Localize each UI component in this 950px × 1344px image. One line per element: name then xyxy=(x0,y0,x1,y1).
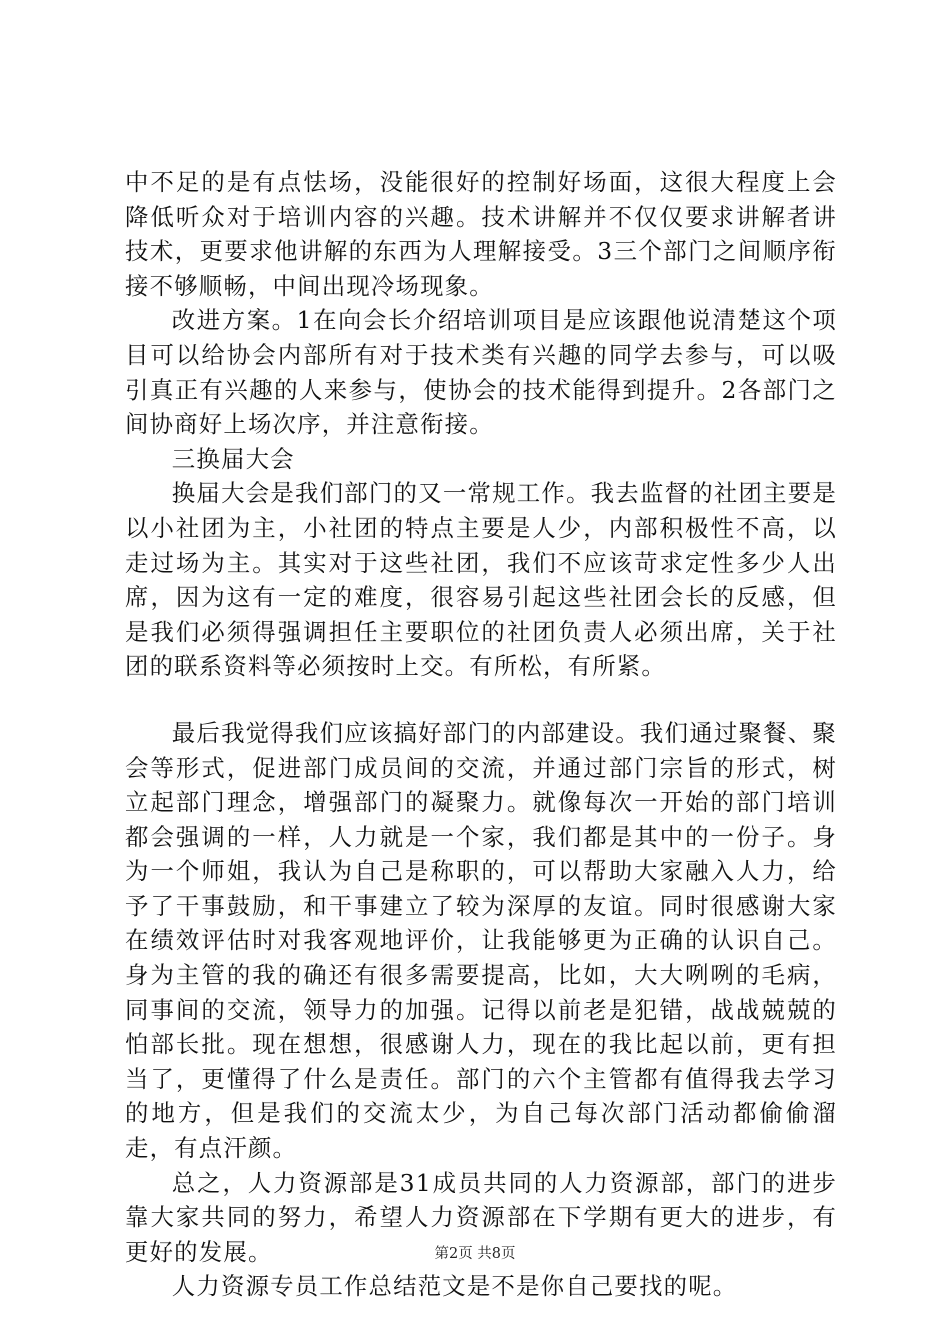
paragraph-conclusion: 总之，人力资源部是31成员共同的人力资源部，部门的进步靠大家共同的努力，希望人力资源部在下学期有更大的进步，有更好的发展。 xyxy=(125,1168,837,1266)
page-number-footer: 第2页 共8页 xyxy=(434,1246,516,1262)
paragraph-continuation: 中不足的是有点怯场，没能很好的控制好场面，这很大程度上会降低听众对于培训内容的兴趣。技术讲解并不仅仅要求讲解者讲技术，更要求他讲解的东西为人理解接受。3三个部门之间顺序衔接不够顺畅，中间出现冷场现象。 xyxy=(125,168,837,300)
section-heading: 三换届大会 xyxy=(171,444,295,473)
paragraph-improvement-plan: 改进方案。1在向会长介绍培训项目是应该跟他说清楚这个项目可以给协会内部所有对于技术类有兴趣的同学去参与，可以吸引真正有兴趣的人来参与，使协会的技术能得到提升。2各部门之间协商好上场次序，并注意衔接。 xyxy=(125,306,837,439)
paragraph-internal-building: 最后我觉得我们应该搞好部门的内部建设。我们通过聚餐、聚会等形式，促进部门成员间的交流，并通过部门宗旨的形式，树立起部门理念，增强部门的凝聚力。就像每次一开始的部门培训都会强调的一样，人力就是一个家，我们都是其中的一份子。身为一个师姐，我认为自己是称职的，可以帮助大家融入人力，给予了干事鼓励，和干事建立了较为深厚的友谊。同时很感谢大家在绩效评估时对我客观地评价，让我能够更为正确的认识自己。身为主管的我的确还有很多需要提高，比如，大大咧咧的毛病，同事间的交流，领导力的加强。记得以前老是犯错，战战兢兢的怕部长批。现在想想，很感谢人力，现在的我比起以前，更有担当了，更懂得了什么是责任。部门的六个主管都有值得我去学习的地方，但是我们的交流太少，为自己每次部门活动都偷偷溜走，有点汗颜。 xyxy=(125,718,837,1163)
paragraph-closing: 人力资源专员工作总结范文是不是你自己要找的呢。 xyxy=(171,1272,738,1301)
paragraph-election-meeting: 换届大会是我们部门的又一常规工作。我去监督的社团主要是以小社团为主，小社团的特点主要是人少，内部积极性不高，以走过场为主。其实对于这些社团，我们不应该苛求定性多少人出席，因为这有一定的难度，很容易引起这些社团会长的反感，但是我们必须得强调担任主要职位的社团负责人必须出席，关于社团的联系资料等必须按时上交。有所松，有所紧。 xyxy=(125,479,837,681)
document-body xyxy=(125,165,837,1304)
